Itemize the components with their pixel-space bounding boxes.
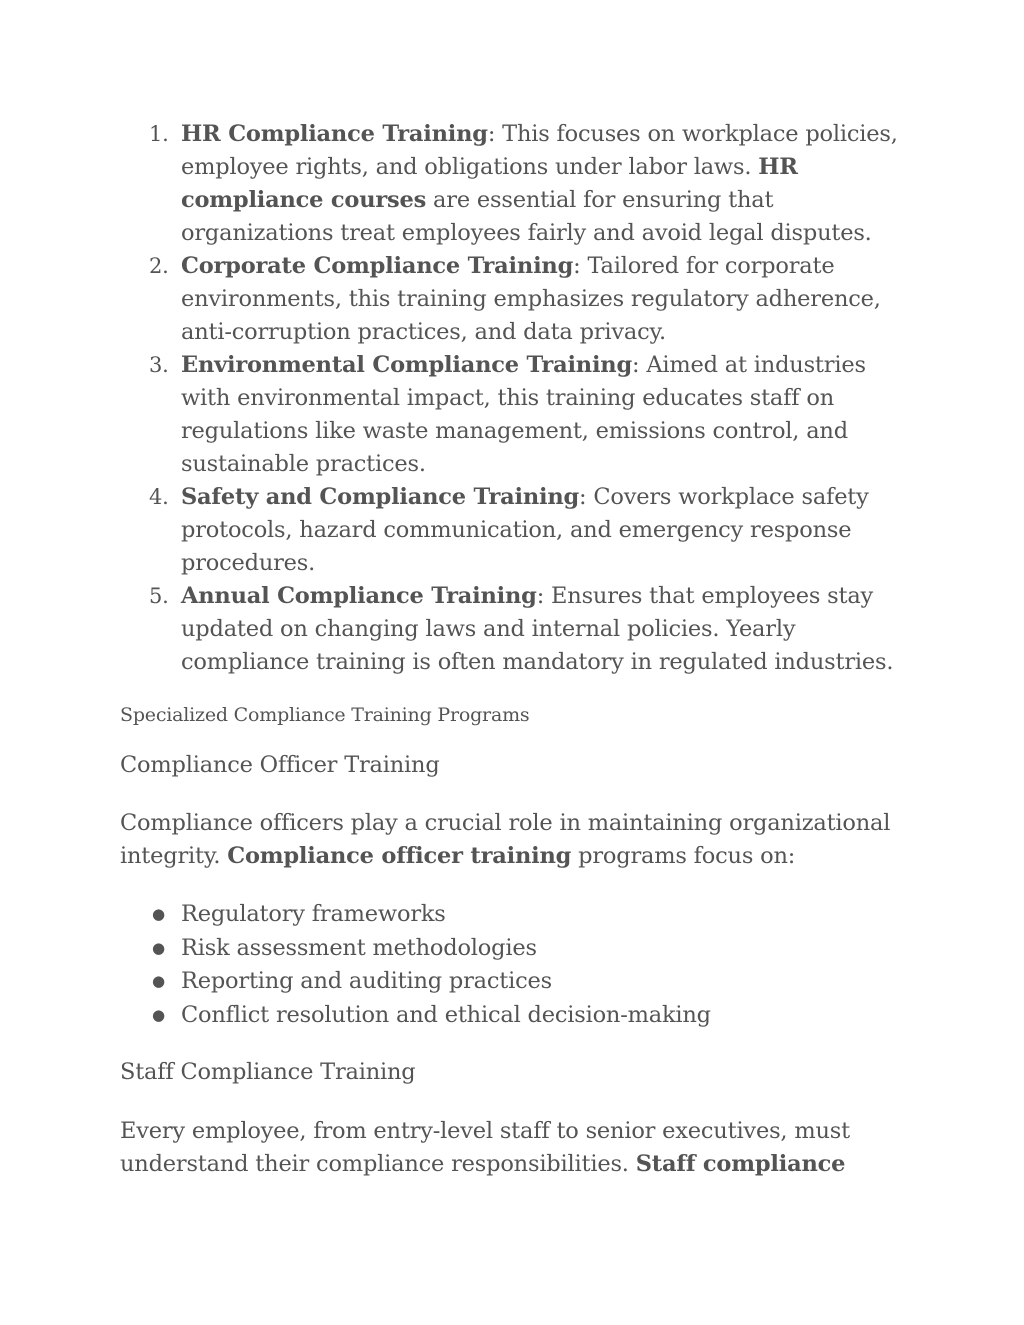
list-term: Corporate Compliance Training	[181, 253, 574, 279]
bullet-icon: ●	[152, 1005, 165, 1024]
bullet-icon: ●	[152, 938, 165, 957]
list-text: : Covers workplace safety protocols, hazard communication, and emergency response procedures.	[181, 484, 869, 576]
officer-focus-list	[120, 898, 910, 1032]
bullet-text: Regulatory frameworks	[181, 901, 446, 927]
section-title: Specialized Compliance Training Programs	[120, 704, 530, 726]
list-item	[120, 580, 920, 679]
list-number: 4.	[149, 485, 169, 509]
bullet-icon: ●	[152, 972, 165, 990]
list-text: : Ensures that employees stay updated on changing laws and internal policies. Yearly compliance training is often mandatory in regulated industries.	[181, 583, 894, 675]
officer-heading: Compliance Officer Training	[120, 752, 440, 778]
bullet-item	[120, 965, 910, 999]
list-term: Environmental Compliance Training	[181, 352, 633, 378]
list-number: 5.	[149, 584, 169, 608]
list-text: : This focuses on workplace policies, employee rights, and obligations under labor laws.	[181, 121, 898, 180]
list-number: 2.	[149, 254, 169, 278]
list-number: 1.	[149, 122, 169, 146]
staff-paragraph-bold: Staff compliance	[635, 1151, 846, 1177]
bullet-text: Risk assessment methodologies	[181, 934, 537, 961]
list-text: : Aimed at industries with environmental impact, this training educates staff on regulations like waste management, emissions control, and sustainable practices.	[181, 352, 866, 477]
staff-paragraph	[120, 1115, 910, 1181]
list-item	[120, 349, 920, 481]
bullet-text: Conflict resolution and ethical decision-making	[181, 1001, 711, 1028]
list-item	[120, 118, 920, 250]
bullet-item	[120, 898, 910, 932]
list-term: Safety and Compliance Training	[181, 484, 580, 510]
list-term: HR Compliance Training	[181, 121, 488, 147]
list-text-continued: are essential for ensuring that organizations treat employees fairly and avoid legal disputes.	[181, 187, 872, 246]
list-item	[120, 250, 920, 349]
list-term: Annual Compliance Training	[181, 583, 537, 609]
list-text: : Tailored for corporate environments, this training emphasizes regulatory adherence, anti-corruption practices, and data privacy.	[181, 253, 881, 345]
staff-heading: Staff Compliance Training	[120, 1059, 416, 1085]
officer-paragraph-bold: Compliance officer training	[227, 843, 572, 869]
compliance-types-list	[120, 118, 920, 679]
staff-paragraph-text: Every employee, from entry-level staff to senior executives, must understand their compliance responsibilities.	[120, 1118, 850, 1177]
list-term-inline: HR compliance courses	[181, 154, 798, 213]
bullet-icon: ●	[152, 905, 165, 923]
bullet-item	[120, 999, 910, 1033]
list-number: 3.	[149, 353, 169, 377]
officer-paragraph	[120, 807, 910, 873]
list-item	[120, 481, 920, 580]
officer-paragraph-end: programs focus on:	[571, 843, 796, 869]
bullet-text: Reporting and auditing practices	[181, 968, 552, 994]
officer-paragraph-text: Compliance officers play a crucial role in maintaining organizational integrity.	[120, 810, 891, 869]
bullet-item	[120, 932, 910, 966]
